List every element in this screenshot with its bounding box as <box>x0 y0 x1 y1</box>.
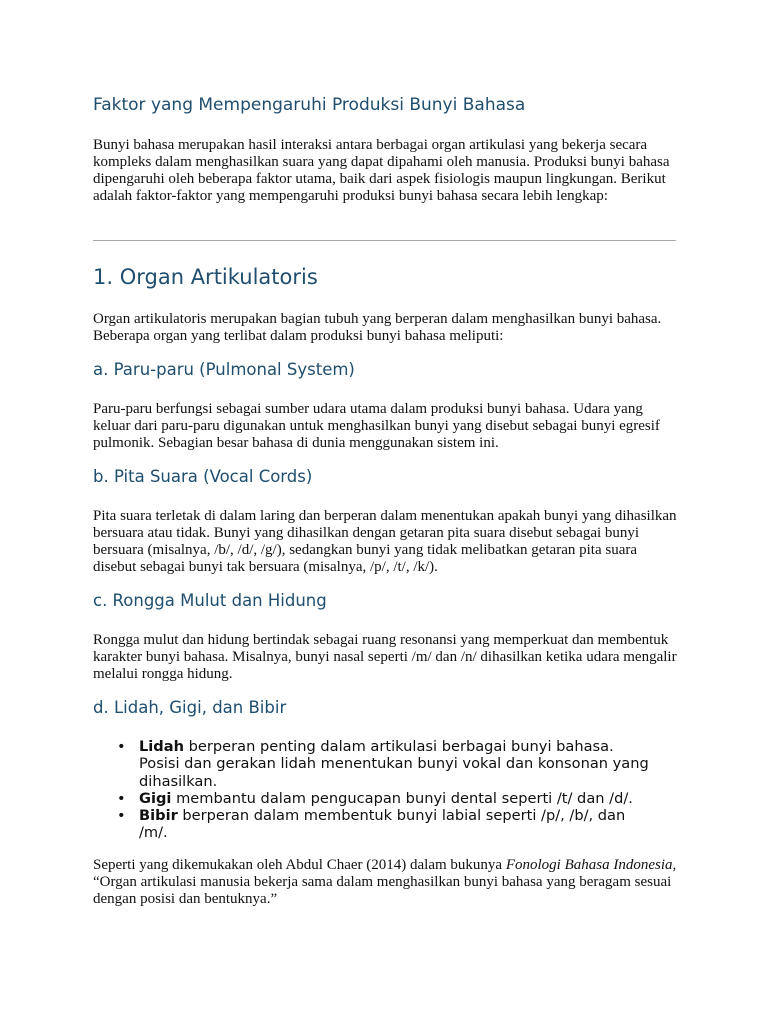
section-heading-organ-artikulatoris: 1. Organ Artikulatoris <box>93 265 318 289</box>
subheading-lidah-gigi-bibir: d. Lidah, Gigi, dan Bibir <box>93 698 287 717</box>
citation-paragraph <box>93 857 678 908</box>
citation-lead-text: Seperti yang dikemukakan oleh Abdul Chaer (2014) dalam bukunya <box>93 857 506 873</box>
list-item-gigi <box>117 790 657 807</box>
book-title: Fonologi Bahasa Indonesia <box>505 857 673 873</box>
bullet-marker: • <box>117 738 126 755</box>
citation-quote-text: , “Organ artikulasi manusia bekerja sama dalam menghasilkan bunyi bahasa yang beragam sesuai dengan posisi dan bentuknya.” <box>93 857 677 907</box>
paragraph-pita-suara: Pita suara terletak di dalam laring dan berperan dalam menentukan apakah bunyi yang dihasilkan bersuara atau tidak. Bunyi yang dihasilkan dengan getaran pita suara disebut sebagai bunyi bersuara (misalnya, /b/, /d/, /g/), sedangkan bunyi yang tidak melibatkan getaran pita suara disebut sebagai bunyi tak bersuara (misalnya, /p/, /t/, /k/). <box>93 508 677 575</box>
list-item-bibir <box>117 807 657 842</box>
subheading-pita-suara: b. Pita Suara (Vocal Cords) <box>93 467 313 486</box>
document-title: Faktor yang Mempengaruhi Produksi Bunyi Bahasa <box>93 95 526 115</box>
term-lidah: Lidah <box>139 738 184 755</box>
bullet-marker: • <box>117 807 126 825</box>
articulator-list <box>117 738 657 842</box>
subheading-paru-paru: a. Paru-paru (Pulmonal System) <box>93 360 355 379</box>
term-bibir: Bibir <box>139 807 178 825</box>
subheading-rongga-mulut: c. Rongga Mulut dan Hidung <box>93 591 327 610</box>
description-lidah: berperan penting dalam artikulasi berbagai bunyi bahasa. Posisi dan gerakan lidah menentukan bunyi vokal dan konsonan yang dihasilkan. <box>139 738 649 790</box>
horizontal-divider <box>93 240 676 241</box>
bullet-marker: • <box>117 789 126 807</box>
section-intro-paragraph: Organ artikulatoris merupakan bagian tubuh yang berperan dalam menghasilkan bunyi bahasa. Beberapa organ yang terlibat dalam produksi bunyi bahasa meliputi: <box>93 311 662 344</box>
description-gigi: membantu dalam pengucapan bunyi dental seperti /t/ dan /d/. <box>171 789 633 807</box>
intro-paragraph: Bunyi bahasa merupakan hasil interaksi antara berbagai organ artikulasi yang bekerja secara kompleks dalam menghasilkan suara yang dapat dipahami oleh manusia. Produksi bunyi bahasa dipengaruhi oleh beberapa faktor utama, baik dari aspek fisiologis maupun lingkungan. Berikut adalah faktor-faktor yang mempengaruhi produksi bunyi bahasa secara lebih lengkap: <box>93 137 670 204</box>
paragraph-rongga-mulut: Rongga mulut dan hidung bertindak sebagai ruang resonansi yang memperkuat dan membentuk karakter bunyi bahasa. Misalnya, bunyi nasal seperti /m/ dan /n/ dihasilkan ketika udara mengalir melalui rongga hidung. <box>93 632 677 682</box>
term-gigi: Gigi <box>139 789 172 807</box>
paragraph-paru-paru: Paru-paru berfungsi sebagai sumber udara utama dalam produksi bunyi bahasa. Udara yang keluar dari paru-paru digunakan untuk menghasilkan bunyi yang disebut sebagai bunyi egresif pulmonik. Sebagian besar bahasa di dunia menggunakan sistem ini. <box>93 401 660 451</box>
list-item-lidah <box>117 738 657 790</box>
description-bibir: berperan dalam membentuk bunyi labial seperti /p/, /b/, dan /m/. <box>139 807 626 842</box>
